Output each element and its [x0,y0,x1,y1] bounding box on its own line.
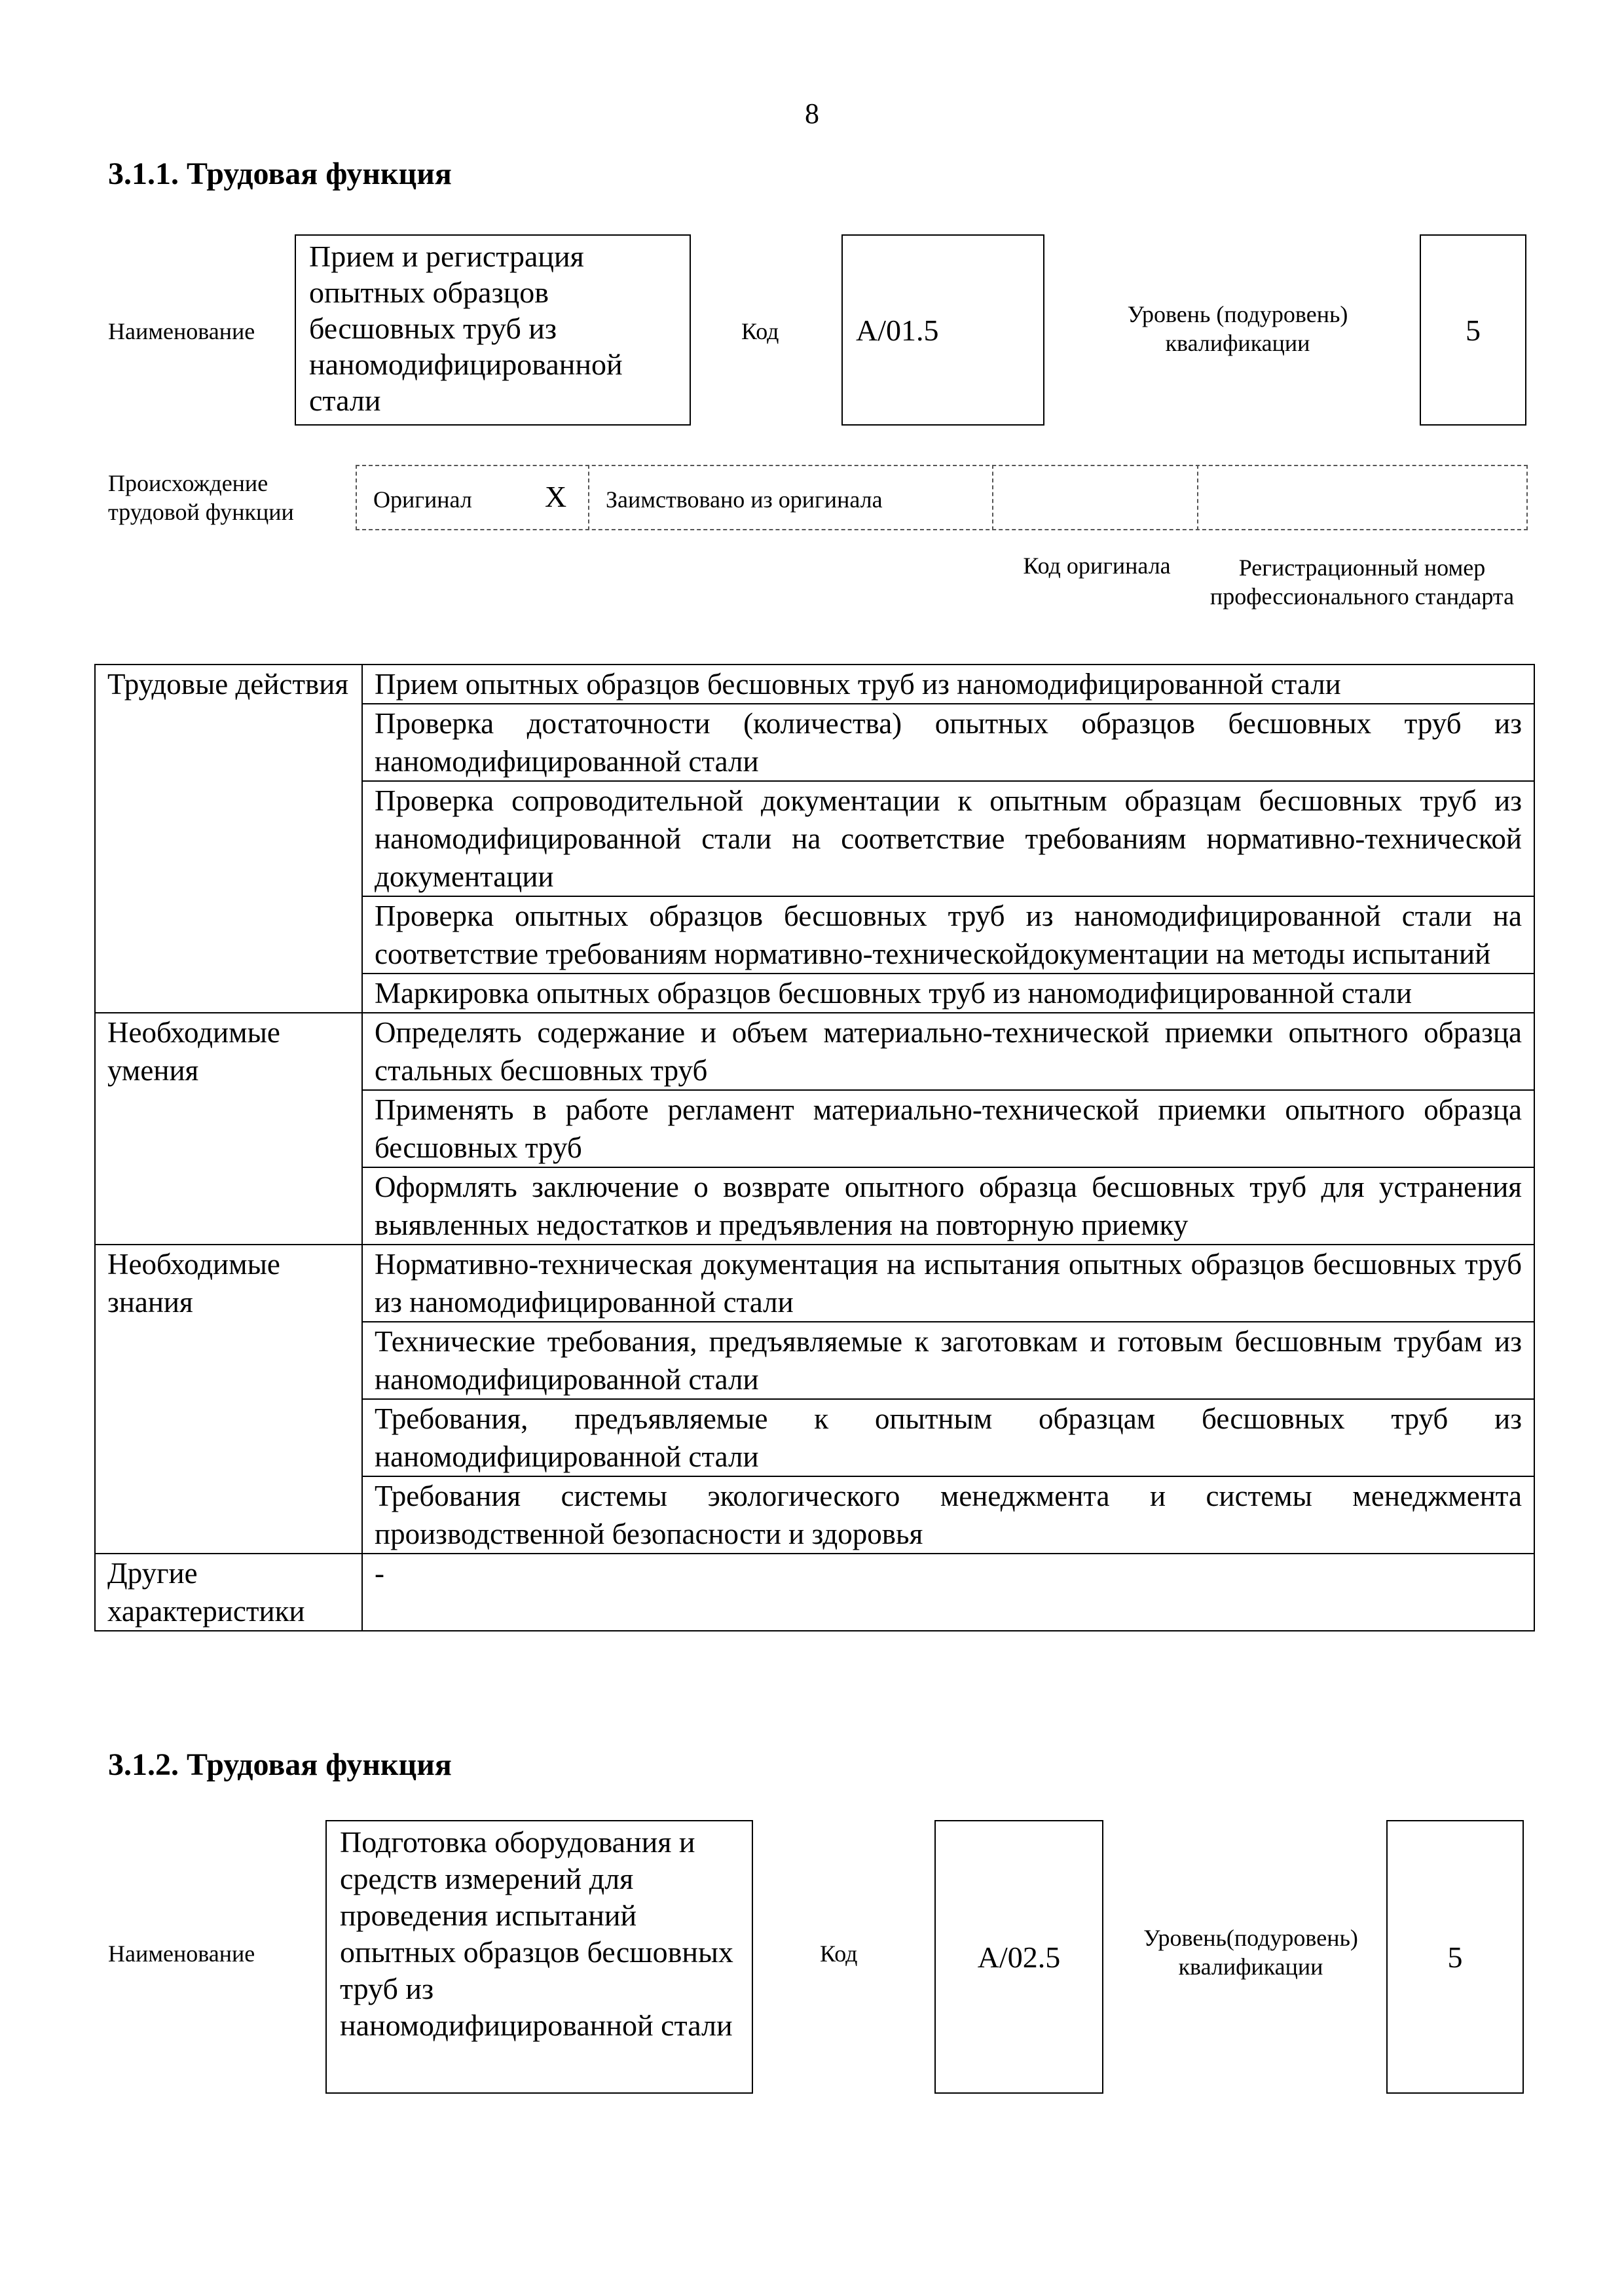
origin-divider [356,465,357,530]
group-header: Трудовые действия [95,665,362,1013]
table-cell: Маркировка опытных образцов бесшовных труб из наномодифицированной стали [362,974,1534,1013]
origin-reg-label: Регистрационный номер профессионального стандарта [1209,555,1515,610]
table-cell: Прием опытных образцов бесшовных труб из наномодифицированной стали [362,665,1534,704]
group-header: Необходимые знания [95,1245,362,1554]
origin-row [356,465,1528,530]
name-label: Наименование [108,1941,255,1967]
table-row [95,665,1534,704]
origin-divider [1197,465,1198,530]
function-name-box: Прием и регистрация опытных образцов бесшовных труб из наномодифицированной стали [295,234,691,426]
level-box: 5 [1420,234,1526,426]
table-row [95,1245,1534,1322]
level-label: Уровень(подуровень) квалификации [1143,1925,1358,1980]
origin-borrowed: Заимствовано из оригинала [606,486,883,513]
table-cell: Оформлять заключение о возврате опытного образца бесшовных труб для устранения выявленных недостатков и предъявления на повторную приемку [362,1167,1534,1245]
origin-divider [992,465,993,530]
level-box: 5 [1386,1820,1524,2094]
origin-mark: X [545,480,567,513]
code-label: Код [820,1941,858,1967]
level-label: Уровень (подуровень) квалификации [1127,301,1348,356]
origin-label: Происхождение трудовой функции [108,470,294,525]
origin-original: Оригинал [373,486,472,513]
code-label: Код [741,318,779,344]
code-box: A/02.5 [934,1820,1103,2094]
table-cell: Проверка сопроводительной документации к опытным образцам бесшовных труб из наномодифицированной стали на соответствие требованиям нормативно-технической документации [362,781,1534,896]
table-cell: Технические требования, предъявляемые к заготовкам и готовым бесшовным трубам из наномодифицированной стали [362,1322,1534,1399]
section-title: 3.1.1. Трудовая функция [108,156,452,191]
group-header: Другие характеристики [95,1554,362,1631]
group-header: Необходимые умения [95,1013,362,1245]
name-label: Наименование [108,318,255,344]
table-row [95,1554,1534,1631]
table-cell: Требования системы экологического менеджмента и системы менеджмента производственной безопасности и здоровья [362,1476,1534,1554]
table-cell: Проверка опытных образцов бесшовных труб из наномодифицированной стали на соответствие требованиям нормативно-техническойдокументации на методы испытаний [362,896,1534,974]
code-box: A/01.5 [841,234,1044,426]
table-cell: Применять в работе регламент материально-технической приемки опытного образца бесшовных труб [362,1090,1534,1167]
origin-divider [588,465,589,530]
table-cell: - [362,1554,1534,1631]
table-cell: Нормативно-техническая документация на испытания опытных образцов бесшовных труб из наномодифицированной стали [362,1245,1534,1322]
origin-divider [1526,465,1528,530]
table-cell: Проверка достаточности (количества) опытных образцов бесшовных труб из наномодифицированной стали [362,704,1534,781]
section-title: 3.1.2. Трудовая функция [108,1747,452,1782]
table-row [95,1013,1534,1090]
function-table [94,664,1535,1631]
page-number: 8 [805,98,819,130]
origin-code-label: Код оригинала [1023,553,1171,579]
function-name-box: Подготовка оборудования и средств измерений для проведения испытаний опытных образцов бесшовных труб из наномодифицированной стали [325,1820,753,2094]
table-cell: Требования, предъявляемые к опытным образцам бесшовных труб из наномодифицированной стали [362,1399,1534,1476]
table-cell: Определять содержание и объем материально-технической приемки опытного образца стальных бесшовных труб [362,1013,1534,1090]
